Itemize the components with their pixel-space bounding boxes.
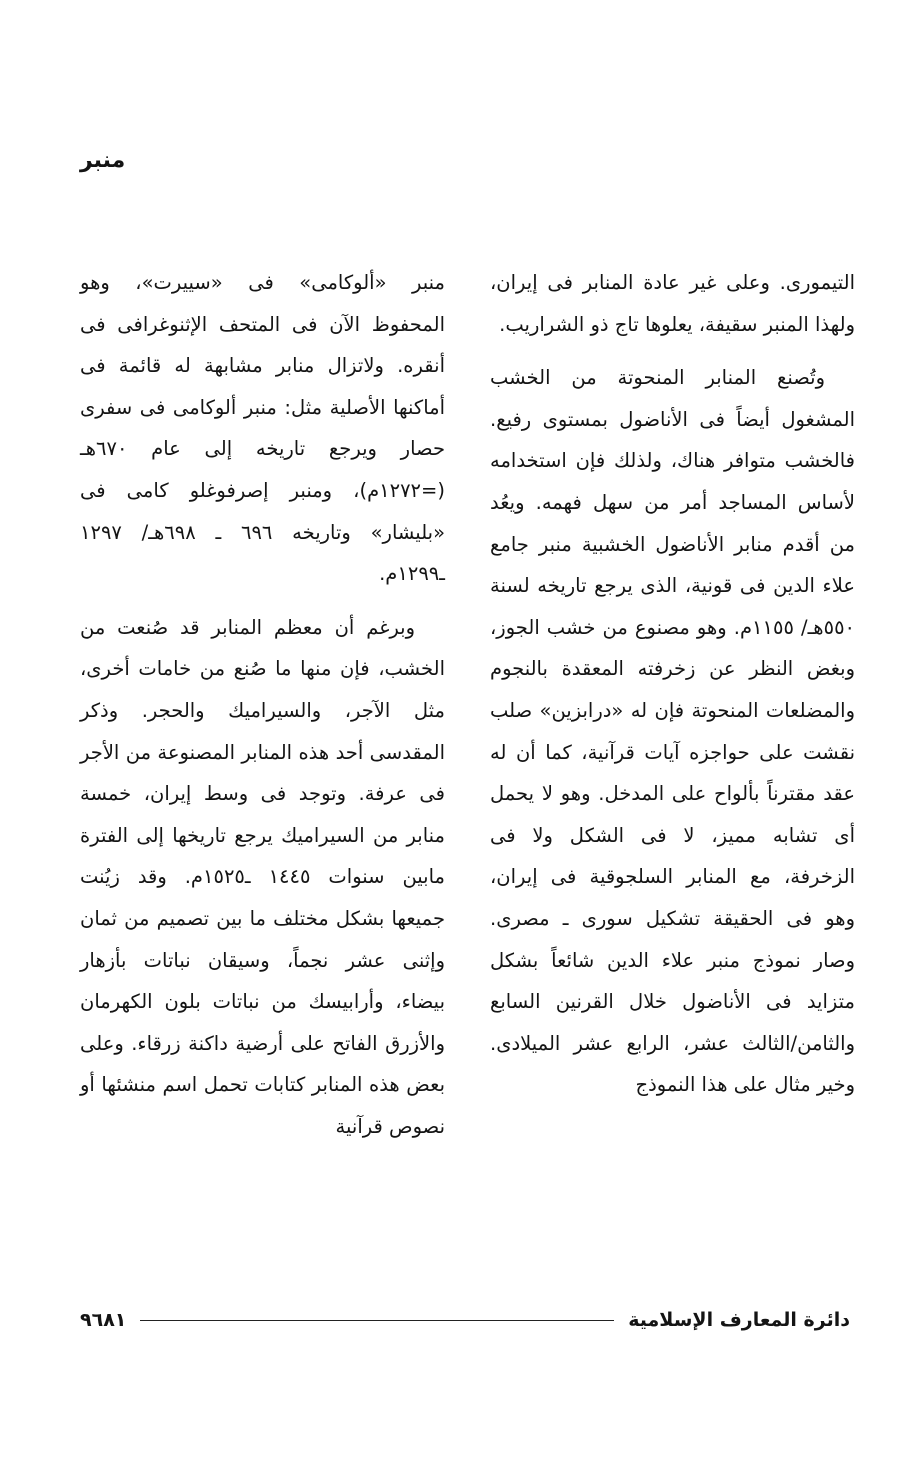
paragraph: وبرغم أن معظم المنابر قد صُنعت من الخشب، فإن منها ما صُنع من خامات أخرى، مثل الآجر، والسيراميك والحجر. وذكر المقدسى أحد هذه المنابر المصنوعة من الأجر فى عرفة. وتوجد فى وسط إيران، خمسة منابر من السيراميك يرجع تاريخها إلى الفترة مابين سنوات ١٤٤٥ ـ١٥٢٥م. وقد زيُنت جميعها بشكل مختلف ما بين تصميم من ثمان وإثنى عشر نجماً، وسيقان نباتات بأزهار بيضاء، وأرابيسك من نباتات بلون الكهرمان والأزرق الفاتح على أرضية داكنة زرقاء. وعلى بعض هذه المنابر كتابات تحمل اسم منشئها أو نصوص قرآنية [80,615,445,1138]
page-number: ٩٦٨١ [80,1309,127,1331]
left-column [80,262,445,1147]
paragraph: وتُصنع المنابر المنحوتة من الخشب المشغول أيضاً فى الأناضول بمستوى رفيع. فالخشب متوافر هناك، ولذلك فإن استخدامه لأساس المساجد أمر من سهل فهمه. ويعُد من أقدم منابر الأناضول الخشبية منبر جامع علاء الدين فى قونية، الذى يرجع تاريخه لسنة ٥٥٠هـ/ ١١٥٥م. وهو مصنوع من خشب الجوز، وبغض النظر عن زخرفته المعقدة بالنجوم والمضلعات المنحوتة فإن له «درابزين» صلب نقشت على حواجزه آيات قرآنية، كما أن له عقد مقترناً بألواح على المدخل. وهو لا يحمل أى تشابه مميز، لا فى الشكل ولا فى الزخرفة، مع المنابر السلجوقية فى إيران، وهو فى الحقيقة تشكيل سورى ـ مصرى. وصار نموذج منبر علاء الدين شائعاً بشكل متزايد فى الأناضول خلال القرنين السابع والثامن/الثالث عشر، الرابع عشر الميلادى. وخير مثال على هذا النموذج [490,366,856,1097]
paragraph: منبر «ألوكامى» فى «سييرت»، وهو المحفوظ الآن فى المتحف الإثنوغرافى فى أنقره. ولاتزال منابر مشابهة له قائمة فى أماكنها الأصلية مثل: منبر ألوكامى فى سفرى حصار ويرجع تاريخه إلى عام ٦٧٠هـ (=١٢٧٢م)، ومنبر إصرفوغلو كامى فى «بليشار» وتاريخه ٦٩٦ ـ ٦٩٨هـ/ ١٢٩٧ ـ١٢٩٩م. [80,271,446,586]
running-head-title: منبر [80,148,126,173]
right-column [490,262,855,1106]
page-footer [80,1303,850,1337]
footer-publication-title: دائرة المعارف الإسلامية [628,1309,850,1331]
paragraph: التيمورى. وعلى غير عادة المنابر فى إيران، ولهذا المنبر سقيفة، يعلوها تاج ذو الشراريب. [490,271,855,336]
footer-rule [140,1320,614,1321]
